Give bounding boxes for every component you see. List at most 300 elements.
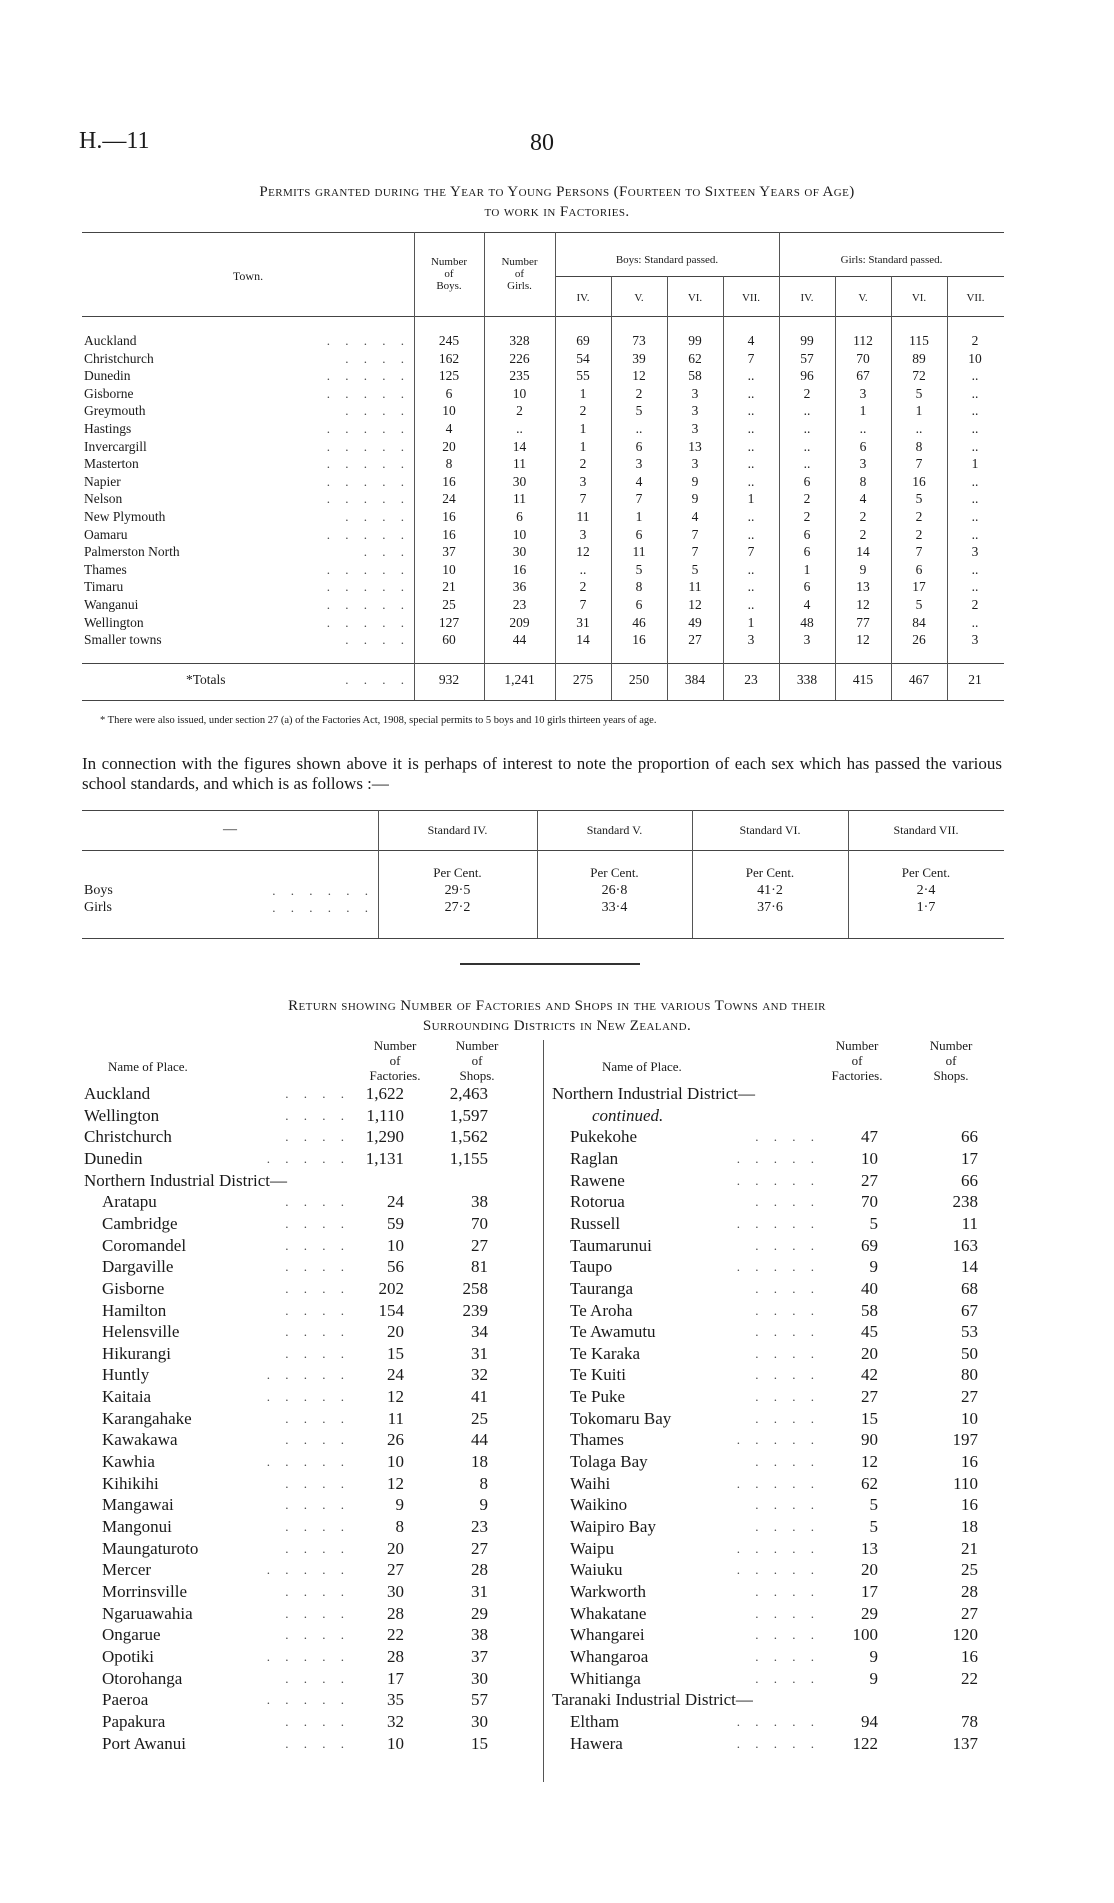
header-text: Number [501,256,538,268]
permits-title-line2: to work in Factories. [484,204,630,220]
shops-count: 1,597 [449,1105,488,1125]
shops-count: 30 [471,1668,488,1688]
proportion-unit: Per Cent. [745,865,795,880]
permits-row-girls-std: 1 [915,403,923,419]
factories-count: 24 [387,1365,404,1385]
permits-row-boys-std: .. [747,509,755,524]
place-dots: . . . . . [266,1454,350,1470]
place-name: Mangawai [102,1495,174,1515]
shops-count: 11 [961,1213,978,1233]
factories-count: 1,131 [365,1148,404,1168]
permits-row-boys-std: 46 [632,614,646,630]
proportion-value: 33·4 [601,900,628,915]
permits-row-girls-std: 13 [856,579,870,595]
permits-totals-boys-std: 250 [628,672,650,687]
place-dots: . . . . [285,1280,350,1296]
permits-row-boys-std: 7 [691,544,699,560]
permits-title [40,182,1074,222]
factories-count: 12 [861,1452,878,1472]
place-name: Wellington [84,1105,160,1125]
permits-row-girls-std: 16 [912,473,926,489]
place-name: Hamilton [102,1300,167,1320]
place-dots: . . . . . [266,1150,350,1166]
permits-row-boys-std: .. [747,456,755,472]
factories-count: 9 [869,1257,878,1277]
header-text: Boys. [436,280,462,292]
permits-row-boys-std: 7 [747,350,755,366]
permits-row-boys-std: 1 [579,438,587,454]
header-num-boys [414,256,484,292]
permits-totals-girls-std: 338 [796,672,818,687]
permits-row-girls-std: .. [803,438,811,454]
permits-totals-girls-std: 467 [908,672,930,687]
place-dots: . . . . [285,1475,350,1491]
factories-count: 22 [387,1625,404,1645]
shops-count: 66 [961,1170,978,1190]
shops-count: 25 [471,1408,488,1428]
place-dots: . . . . [285,1086,350,1101]
permits-row-girls: 235 [509,368,530,384]
permits-totals-rule [82,663,1004,664]
shops-count: 1,562 [449,1127,488,1147]
shops-count: 258 [462,1278,488,1298]
place-name: Auckland [84,1084,151,1103]
place-dots: . . . . [285,1497,350,1513]
permits-row-town: Palmerston North [84,544,180,560]
place-name: Tolaga Bay [570,1452,648,1472]
factories-count: 94 [861,1711,878,1731]
permits-row-girls-std: 3 [971,632,979,648]
shops-count: 32 [471,1365,488,1385]
place-dots: . . . . [285,1302,350,1318]
permits-row-dots: . . . . [345,403,410,419]
place-name: Port Awanui [102,1733,186,1753]
place-name: Cambridge [102,1213,178,1233]
proportion-value: 29·5 [444,883,471,898]
permits-row-girls-std: 2 [915,526,923,542]
permits-row-girls-std: .. [803,456,811,472]
permits-row-boys-std: 27 [688,632,702,648]
permits-row-boys-std: 1 [579,385,587,401]
factories-count: 9 [869,1668,878,1688]
proportion-header: Standard V. [586,823,643,837]
shops-count: 8 [479,1473,488,1493]
place-dots: . . . . [755,1280,820,1296]
permits-row-boys-std: 3 [579,473,587,489]
permits-row-girls-std: 3 [803,632,811,648]
permits-row-girls-std: .. [971,614,979,630]
permits-row-girls: 226 [509,350,530,366]
permits-row-town: New Plymouth [84,509,166,524]
place-dots: . . . . [285,1194,350,1210]
shops-count: 78 [961,1711,978,1731]
factories-count: 12 [387,1387,404,1407]
place-dots: . . . . [285,1345,350,1361]
permits-row-girls: 10 [512,385,527,401]
factories-count: 24 [387,1192,404,1212]
shops-count: 67 [961,1300,978,1320]
header-text: Number [455,1038,499,1053]
permits-row-boys-std: 7 [579,597,587,612]
permits-row-girls-std: 6 [803,544,811,560]
place-dots: . . . . . [736,1713,820,1729]
factories-count: 202 [378,1278,404,1298]
permits-row-boys-std: 12 [688,597,702,612]
factories-count: 12 [387,1473,404,1493]
permits-row-girls-std: 8 [915,438,923,454]
permits-row-boys-std: 9 [691,473,699,489]
place-dots: . . . . [285,1540,350,1556]
factories-count: 32 [387,1711,404,1731]
permits-row-girls-std: 84 [912,614,926,630]
header-standard: VI. [911,292,927,304]
permits-totals-dots: . . . . [345,672,410,687]
header-girls-group: Girls: Standard passed. [840,254,943,266]
place-name: Raglan [570,1148,619,1168]
permits-row-boys-std: 11 [632,544,646,560]
proportion-row-label: Girls [84,900,112,915]
permits-row-girls-std: .. [971,491,979,507]
permits-row-town: Oamaru [84,526,128,542]
place-dots: . . . . [755,1670,820,1686]
permits-row-boys-std: 99 [688,333,702,348]
place-dots: . . . . [285,1519,350,1534]
place-name: Maungaturoto [102,1538,199,1558]
place-name: Taupo [570,1257,613,1277]
permits-row-boys: 24 [442,491,456,507]
header-standard: VII. [741,292,761,304]
place-name: Morrinsville [102,1581,187,1601]
header-standard: V. [634,292,644,304]
place-name: Tokomaru Bay [570,1408,672,1428]
permits-row-boys-std: 2 [579,403,587,419]
factories-count: 59 [387,1213,404,1233]
header-town: Town. [232,269,264,283]
permits-row-boys-std: 3 [691,456,699,472]
place-dots: . . . . [755,1497,820,1513]
proportion-value: 41·2 [757,883,783,898]
header-text: of [444,268,454,280]
shops-count: 1,155 [449,1148,488,1168]
factories-count: 1,290 [365,1127,404,1147]
header-standard: IV. [800,292,814,304]
permits-row-girls-std: 10 [968,350,982,366]
permits-row-girls-std: .. [971,438,979,454]
shops-count: 18 [471,1452,488,1472]
place-name: Taumarunui [570,1235,652,1255]
permits-row-boys: 20 [442,438,456,454]
permits-row-girls-std: 6 [803,579,811,595]
permits-row-girls-std: 3 [859,456,867,472]
shops-count: 68 [961,1278,978,1298]
place-name: Thames [570,1430,624,1450]
permits-row-boys-std: .. [635,421,643,436]
permits-row-boys-std: 4 [635,473,643,489]
permits-row-girls-std: 5 [915,385,923,401]
place-dots: . . . . [285,1627,350,1643]
shops-count: 31 [471,1343,488,1363]
shops-count: 66 [961,1127,978,1147]
header-standard: VII. [966,292,985,304]
place-name: Opotiki [102,1646,154,1666]
shops-count: 14 [961,1257,978,1277]
permits-totals-boys-std: 23 [744,672,758,687]
place-dots: . . . . [755,1194,820,1210]
permits-row-boys-std: 5 [635,403,643,419]
shops-count: 27 [961,1387,978,1407]
permits-row-girls-std: 1 [971,456,979,472]
header-text: of [851,1053,863,1068]
permits-row-boys-std: 7 [747,544,755,560]
permits-row-dots: . . . . [345,632,410,648]
shops-count: 27 [471,1235,488,1255]
shops-count: 22 [961,1668,978,1688]
shops-count: 53 [961,1322,978,1342]
shops-count: 80 [961,1365,978,1385]
factories-count: 17 [861,1581,878,1601]
permits-row-boys-std: .. [747,438,755,454]
permits-row-boys-std: 12 [632,368,646,384]
factories-count: 10 [387,1452,404,1472]
place-dots: . . . . [755,1324,820,1340]
permits-row-boys: 8 [445,456,453,472]
shops-count: 21 [961,1538,978,1558]
place-name: Whangarei [570,1625,645,1645]
permits-row-dots: . . . . . [326,614,410,630]
place-dots: . . . . [755,1583,820,1599]
shops-count: 18 [961,1517,978,1536]
place-dots: . . . . [755,1367,820,1383]
place-dots: . . . . . [266,1648,350,1664]
permits-row-boys-std: 3 [691,385,699,401]
permits-row-boys-std: 5 [635,561,643,577]
factories-count: 9 [395,1495,404,1515]
place-name: Gisborne [102,1278,165,1298]
place-name: Coromandel [102,1235,187,1255]
permits-totals-girls-std: 415 [852,672,874,687]
permits-row-town: Dunedin [84,368,131,384]
place-name: Aratapu [102,1192,157,1212]
header-standard: IV. [576,292,590,304]
shops-count: 25 [961,1560,978,1580]
proportion-unit: Per Cent. [433,865,482,880]
place-name: Ongarue [102,1625,161,1645]
permits-row-town: Christchurch [84,350,154,366]
permits-row-girls: .. [516,421,523,436]
permits-footnote: * There were also issued, under section 27 (a) of the Factories Act, 1908, special permits to 5 boys and 10 girls thirteen years of age. [100,715,657,726]
permits-row-boys: 16 [442,473,456,489]
place-dots: . . . . [285,1670,350,1686]
factories-count: 20 [387,1322,404,1342]
header-text: Number [929,1038,973,1053]
permits-row-boys: 125 [438,368,460,384]
permits-row-girls-std: 89 [912,350,926,366]
permits-row-girls-std: .. [971,473,979,489]
permits-row-boys-std: 39 [632,350,646,366]
shops-count: 38 [471,1625,488,1645]
page-code: H.—11 [79,128,150,154]
permits-row-dots: . . . . . [326,561,410,577]
permits-row-boys-std: 62 [688,350,702,366]
factories-column-divider [543,1040,544,1782]
permits-top-rule [82,232,1004,233]
place-name: Te Awamutu [570,1322,656,1342]
factories-count: 17 [387,1668,404,1688]
left-header-place: Name of Place. [108,1059,188,1074]
header-standard: VI. [687,292,703,304]
permits-row-girls-std: 2 [859,526,867,542]
factories-count: 47 [861,1127,878,1147]
permits-totals-girls-std: 21 [968,672,982,687]
permits-row-town: Smaller towns [84,632,162,648]
factories-count: 27 [861,1387,878,1407]
permits-row-town: Auckland [84,333,137,348]
permits-row-boys-std: 73 [632,333,646,348]
shops-count: 70 [471,1213,488,1233]
factories-title [40,996,1074,1036]
permits-row-boys-std: .. [747,579,755,595]
permits-row-girls-std: 3 [971,544,979,560]
header-text: Girls. [507,280,532,292]
place-dots: . . . . [285,1259,350,1275]
left-header-shops [432,1038,522,1083]
permits-row-boys-std: 1 [579,421,587,436]
shops-count: 137 [952,1733,978,1753]
permits-row-boys: 60 [442,632,456,648]
factories-title-line1: Return showing Number of Factories and Shops in the various Towns and their [288,998,826,1014]
proportion-value: 27·2 [444,900,471,915]
header-text: Number [430,256,468,268]
permits-row-town: Nelson [84,491,123,507]
permits-totals-girls: 1,241 [504,672,535,687]
permits-bottom-rule [82,700,1004,701]
permits-row-boys-std: 8 [635,579,643,595]
permits-title-line1: Permits granted during the Year to Young Persons (Fourteen to Sixteen Years of Age) [259,184,855,200]
permits-row-boys: 10 [442,403,456,419]
proportion-row-label: Boys [84,883,113,898]
permits-row-girls: 44 [512,632,527,648]
proportion-top-rule [82,810,1004,811]
permits-row-boys-std: 16 [632,632,646,648]
place-dots: . . . . [285,1735,350,1751]
permits-row-girls-std: .. [971,368,979,384]
place-name: Waiuku [570,1560,623,1580]
shops-count: 27 [961,1603,978,1623]
shops-count: 163 [952,1235,978,1255]
permits-row-town: Gisborne [84,385,134,401]
permits-row-girls-std: 9 [859,561,867,577]
permits-row-girls-std: 96 [800,368,814,384]
permits-row-boys: 37 [442,544,456,560]
permits-row-boys-std: .. [747,473,755,489]
proportion-dash: — [223,822,237,837]
permits-totals-boys-std: 384 [684,672,706,687]
permits-row-girls: 36 [512,579,527,595]
factories-count: 70 [861,1192,878,1212]
permits-row-boys-std: 7 [635,491,643,507]
shops-count: 31 [471,1581,488,1601]
factories-count: 154 [378,1300,404,1320]
permits-row-boys-std: 11 [576,509,590,524]
proportion-value: 2·4 [916,883,936,898]
permits-row-boys: 16 [442,509,456,524]
permits-row-girls-std: 77 [856,614,870,630]
place-dots: . . . . . [266,1389,350,1405]
section-separator [460,963,640,965]
place-name: Warkworth [570,1581,647,1601]
factories-count: 20 [861,1343,878,1363]
factories-count: 56 [387,1257,404,1277]
shops-count: 110 [953,1473,978,1493]
permits-row-boys-std: 7 [691,526,699,542]
shops-count: 44 [471,1430,488,1450]
place-dots: . . . . [285,1107,350,1123]
permits-row-dots: . . . . [345,509,410,524]
place-name: Dunedin [84,1148,143,1168]
permits-row-girls-std: .. [971,579,979,595]
place-name: Kaitaia [102,1387,152,1407]
place-dots: . . . . [755,1302,820,1318]
permits-row-boys: 127 [438,614,460,630]
permits-totals-town: *Totals [186,672,226,687]
place-dots: . . . . [285,1583,350,1599]
place-name: Waipiro Bay [570,1517,656,1536]
permits-row-boys-std: 69 [576,333,590,348]
place-dots: . . . . . [736,1562,820,1578]
header-num-girls [484,256,555,292]
factories-count: 5 [869,1213,878,1233]
permits-row-girls-std: .. [971,509,979,524]
permits-row-boys: 4 [445,421,453,436]
permits-row-boys-std: 14 [576,632,590,648]
permits-row-dots: . . . . . [326,473,410,489]
factories-count: 29 [861,1603,878,1623]
shops-count: 28 [961,1581,978,1601]
header-standard: V. [858,292,868,304]
shops-count: 16 [961,1646,978,1666]
factories-count: 28 [387,1603,404,1623]
permits-row-girls-std: 3 [859,385,867,401]
permits-row-boys-std: 6 [635,438,643,454]
permits-row-boys: 245 [438,333,460,348]
header-text: Number [373,1038,417,1053]
permits-row-dots: . . . . . [326,597,410,612]
place-dots: . . . . . [736,1432,820,1448]
permits-row-boys-std: 31 [576,614,590,630]
shops-count: 16 [961,1495,978,1515]
shops-count: 15 [471,1733,488,1753]
permits-row-dots: . . . . . [326,385,410,401]
permits-row-girls-std: 12 [856,632,870,648]
place-name: Te Kuiti [570,1365,626,1385]
place-name: Otorohanga [102,1668,183,1688]
permits-row-girls-std: 1 [859,403,867,419]
place-name: Kawhia [102,1452,155,1472]
place-dots: . . . . . [736,1150,820,1166]
shops-count: 2,463 [449,1084,488,1103]
factories-count: 5 [869,1495,878,1515]
place-dots: . . . . [755,1605,820,1621]
header-text: Shops. [933,1068,969,1083]
place-name: Eltham [570,1711,620,1731]
place-dots: . . . . . [736,1540,820,1556]
shops-count: 120 [952,1625,978,1645]
shops-count: 238 [952,1192,978,1212]
shops-count: 50 [961,1343,978,1363]
permits-row-boys-std: .. [747,597,755,612]
place-name: Whakatane [570,1603,647,1623]
place-dots: . . . . [285,1237,350,1253]
